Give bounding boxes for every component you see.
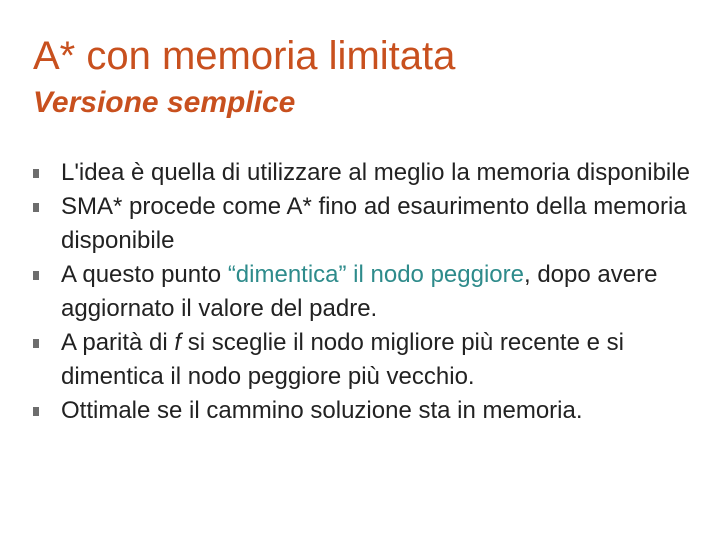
bullet-text-pre: A questo punto [61, 261, 228, 288]
bullet-text-post: , dopo avere aggiornato il valore del padre. [61, 261, 658, 322]
bullet-item-tie-break [30, 326, 690, 394]
bullet-text-pre: A parità di [61, 329, 175, 356]
square-bullet-icon [33, 203, 39, 212]
bullet-text: L'idea è quella di utilizzare al meglio la memoria disponibile [61, 159, 690, 186]
bullet-item-sma-procedure [30, 190, 690, 258]
square-bullet-icon [33, 169, 39, 178]
bullet-text-post: si sceglie il nodo migliore più recente e si dimentica il nodo peggiore più vecchio. [61, 329, 624, 390]
bullet-text: Ottimale se il cammino soluzione sta in memoria. [61, 397, 583, 424]
highlighted-phrase: “dimentica” il nodo peggiore [227, 261, 524, 288]
math-variable-f: f [174, 329, 182, 356]
square-bullet-icon [33, 339, 39, 348]
square-bullet-icon [33, 407, 39, 416]
square-bullet-icon [33, 271, 39, 280]
bullet-list [30, 156, 690, 428]
slide-title: A* con memoria limitata [33, 34, 456, 78]
slide-subtitle: Versione semplice [33, 86, 296, 119]
bullet-text: SMA* procede come A* fino ad esaurimento della memoria disponibile [61, 193, 687, 254]
bullet-item-memory-use [30, 156, 690, 190]
bullet-item-optimality [30, 394, 690, 428]
bullet-item-forget-worst [30, 258, 690, 326]
